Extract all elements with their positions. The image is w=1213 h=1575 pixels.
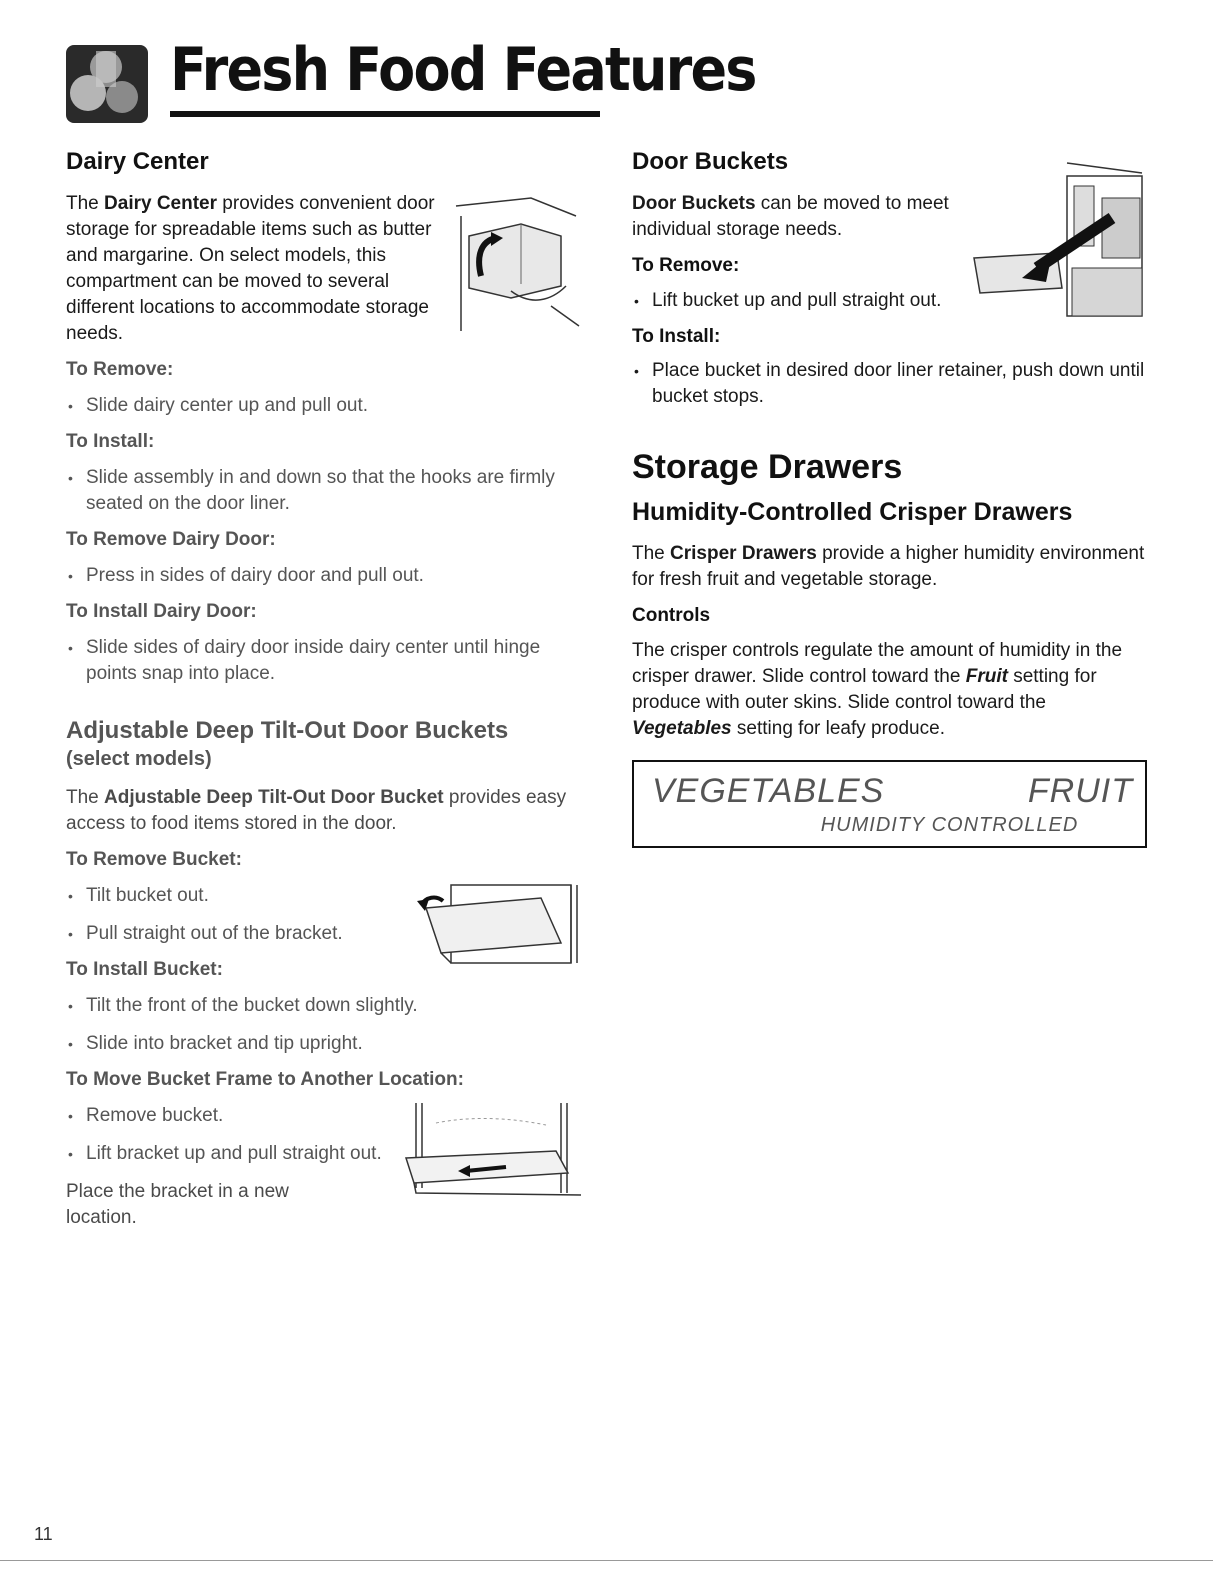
dairy-install-heading: To Install: [66, 430, 155, 452]
door-buckets-section [632, 148, 1147, 410]
storage-drawers-heading: Storage Drawers [632, 448, 903, 487]
door-bucket-illustration [962, 158, 1147, 318]
crisper-heading: Humidity-Controlled Crisper Drawers [632, 498, 1073, 527]
dairy-install-bullet: • Slide assembly in and down so that the hooks are firmly seated on the door liner. [66, 465, 586, 517]
door-buckets-intro: Door Buckets can be moved to meet individual storage needs. [632, 192, 949, 240]
controls-text: The crisper controls regulate the amount of humidity in the crisper drawer. Slide control toward the Fruit setting for produce with outer skins. Slide control toward the Vegetables setting for leafy produce. [632, 640, 1123, 740]
tilt-out-heading: Adjustable Deep Tilt-Out Door Buckets [66, 716, 509, 744]
page-number: 11 [34, 1524, 53, 1544]
fresh-food-icon [66, 45, 148, 123]
right-column [632, 148, 1147, 848]
tilt-out-subheading: (select models) [66, 747, 212, 770]
fruit-label: FRUIT [1027, 772, 1133, 811]
crisper-intro: The Crisper Drawers provide a higher humidity environment for fresh fruit and vegetable storage. [632, 543, 1145, 591]
door-buckets-heading: Door Buckets [632, 148, 789, 175]
dairy-install-door-heading: To Install Dairy Door: [66, 600, 257, 622]
door-remove-bullet: • Lift bucket up and pull straight out. [632, 288, 942, 314]
dairy-center-intro: The Dairy Center provides convenient door storage for spreadable items such as butter and margarine. On select models, this compartment can be moved to several different locations to accommodate storage needs. [66, 192, 435, 344]
bucket-frame-illustration [396, 1103, 586, 1203]
dairy-center-section [66, 148, 586, 687]
dairy-center-illustration [451, 196, 581, 336]
dairy-remove-bullet: • Slide dairy center up and pull out. [66, 393, 586, 419]
dairy-remove-door-bullet: • Press in sides of dairy door and pull out. [66, 563, 586, 589]
humidity-control-panel [632, 760, 1147, 848]
controls-heading: Controls [632, 605, 711, 627]
title-rule [170, 111, 600, 117]
vegetables-label: VEGETABLES [652, 772, 885, 811]
door-install-bullet: • Place bucket in desired door liner retainer, push down until bucket stops. [632, 358, 1147, 410]
door-remove-heading: To Remove: [632, 254, 740, 276]
dairy-remove-door-heading: To Remove Dairy Door: [66, 528, 276, 550]
storage-drawers-section [632, 448, 1147, 848]
tilt-move-bullet: • Remove bucket. [66, 1103, 586, 1129]
dairy-remove-heading: To Remove: [66, 358, 174, 380]
tilt-install-bullet: • Tilt the front of the bucket down slightly. [66, 993, 586, 1019]
tilt-install-heading: To Install Bucket: [66, 958, 223, 980]
dairy-center-heading: Dairy Center [66, 148, 209, 175]
bottom-rule [0, 1560, 1213, 1561]
tilt-bucket-illustration [411, 883, 581, 968]
tilt-out-intro: The Adjustable Deep Tilt-Out Door Bucket provides easy access to food items stored in the door. [66, 786, 567, 834]
humidity-controlled-label: HUMIDITY CONTROLLED [820, 814, 1079, 837]
tilt-install-bullet: • Slide into bracket and tip upright. [66, 1031, 586, 1057]
left-column [66, 148, 586, 1243]
tilt-move-heading: To Move Bucket Frame to Another Location: [66, 1068, 464, 1090]
tilt-remove-group [66, 883, 586, 947]
tilt-remove-heading: To Remove Bucket: [66, 848, 242, 870]
door-install-heading: To Install: [632, 325, 721, 347]
tilt-move-bullet: • Lift bracket up and pull straight out. [66, 1141, 386, 1167]
tilt-remove-bullet: • Tilt bucket out. [66, 883, 586, 909]
page-title: Fresh Food Features [170, 35, 756, 105]
tilt-remove-bullet: • Pull straight out of the bracket. [66, 921, 586, 947]
tilt-move-note: Place the bracket in a new location. [66, 1180, 289, 1228]
tilt-move-group [66, 1103, 586, 1167]
tilt-out-section [66, 717, 586, 1231]
dairy-install-door-bullet: • Slide sides of dairy door inside dairy center until hinge points snap into place. [66, 635, 586, 687]
